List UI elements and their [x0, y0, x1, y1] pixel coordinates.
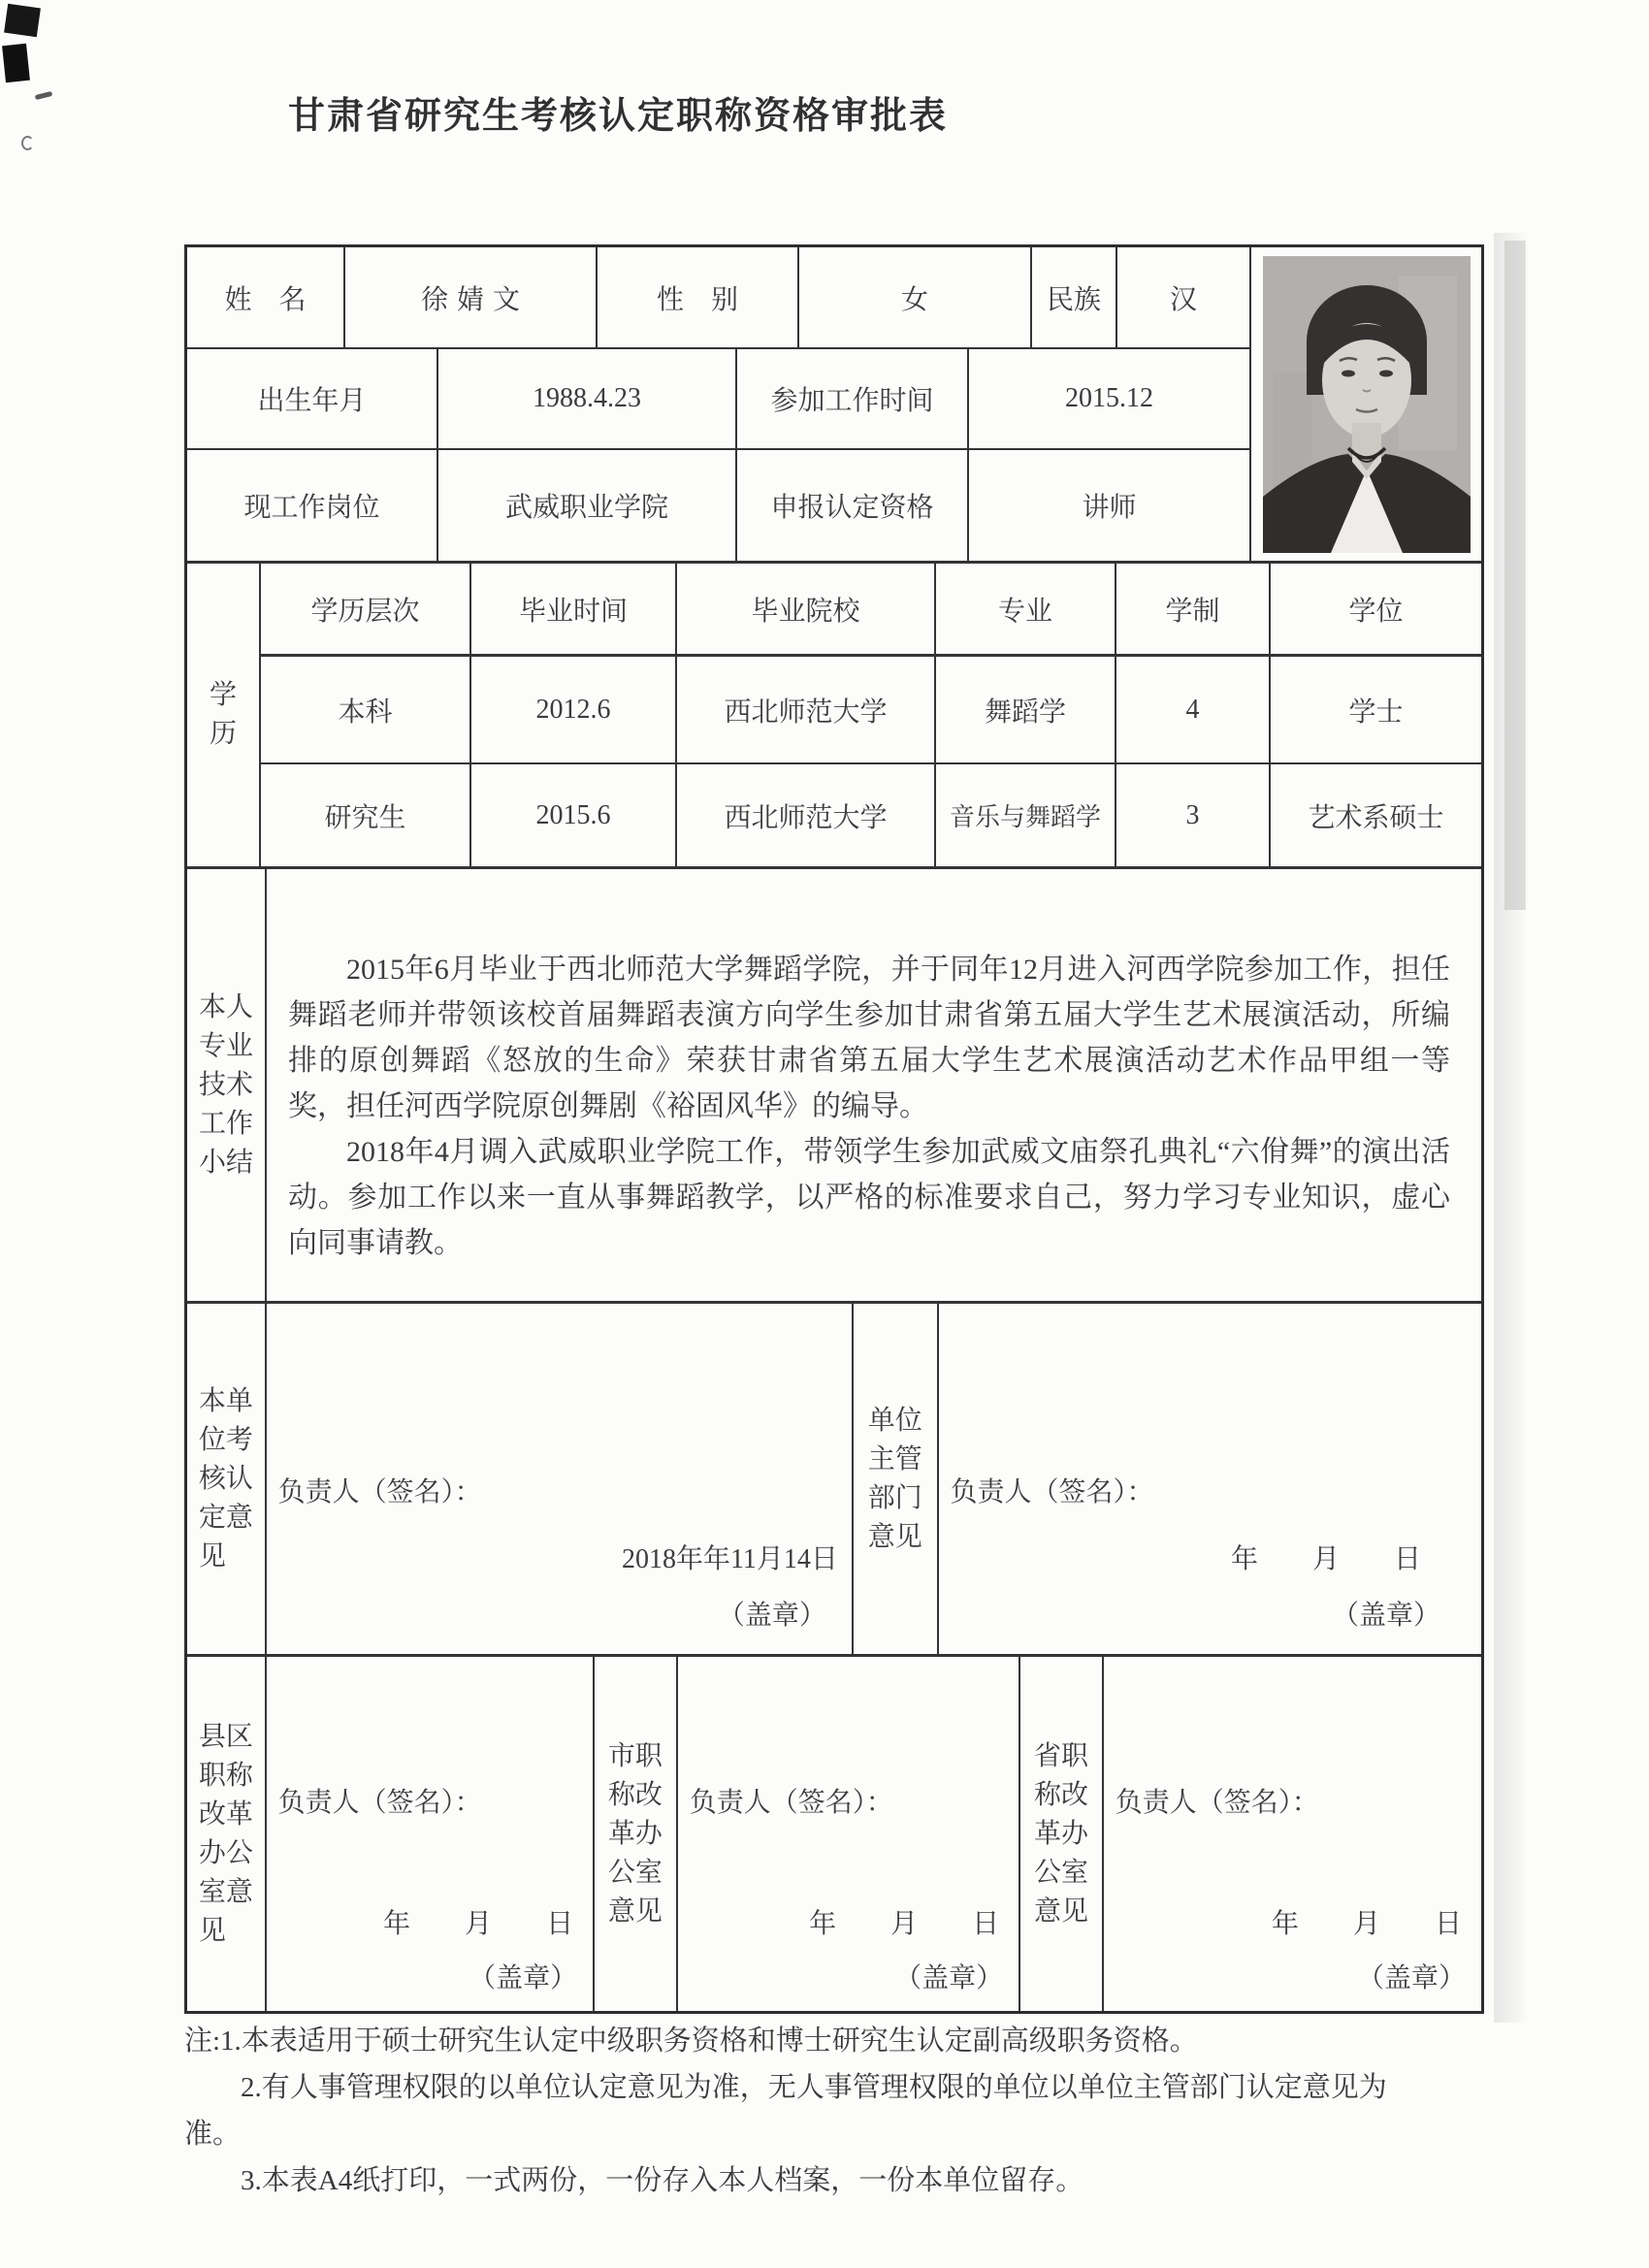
- summary-paragraph: 2015年6月毕业于西北师范大学舞蹈学院，并于同年12月进入河西学院参加工作，担任舞蹈老师并带领该校首届舞蹈表演方向学生参加甘肃省第五届大学生艺术展演活动，所编排的原创舞蹈《怒放的生命》荣获甘肃省第五届大学生艺术展演活动艺术作品甲组一等奖，担任河西学院原创舞剧《裕固风华》的编导。: [288, 954, 1450, 1122]
- opinion-date: 年 月 日: [809, 1909, 1000, 1939]
- province-office-label: 省职称改革办公室意见: [1020, 1657, 1104, 2011]
- ethnicity-value: 汉: [1169, 284, 1197, 315]
- name-value: 徐婧文: [345, 247, 598, 347]
- signer-label: 负责人（签名）：: [950, 1477, 1154, 1507]
- education-section: [187, 564, 1481, 869]
- seal-label: （盖章）: [717, 1601, 826, 1631]
- gender-label: 性 别: [598, 247, 799, 347]
- work-start-label: 参加工作时间: [737, 349, 969, 448]
- qualification-label: 申报认定资格: [737, 450, 969, 561]
- approval-form-table: [184, 244, 1484, 2014]
- column-header: 专业: [936, 564, 1116, 654]
- seal-label: （盖章）: [1331, 1601, 1440, 1631]
- applicant-photo: [1249, 247, 1481, 561]
- edu-degree: 学士: [1348, 697, 1404, 728]
- offices-section: [187, 1657, 1481, 2011]
- ethnicity-label: 民族: [1032, 247, 1117, 347]
- opinion-date: 年 月 日: [383, 1909, 574, 1939]
- note-line: 注:1.本表适用于硕士研究生认定中级职务资格和博士研究生认定副高级职务资格。: [184, 2025, 1198, 2057]
- education-section-label: 学历: [187, 564, 261, 866]
- table-row: [187, 450, 1249, 561]
- unit-opinion-label: 本单位考核认定意见: [187, 1304, 267, 1654]
- county-office-cell: [267, 1657, 595, 2011]
- signer-label: 负责人（签名）：: [277, 1477, 482, 1507]
- scan-edge-shadow: [1504, 241, 1526, 910]
- seal-label: （盖章）: [894, 1963, 1004, 1993]
- edu-years: 4: [1116, 657, 1271, 762]
- scan-artifact: [35, 91, 53, 100]
- city-office-cell: [678, 1657, 1020, 2011]
- edu-years: 3: [1116, 764, 1271, 866]
- summary-paragraph: 2018年4月调入武威职业学院工作，带领学生参加武威文庙祭孔典礼“六佾舞”的演出活动。参加工作以来一直从事舞蹈教学，以严格的标准要求自己，努力学习专业知识，虚心向同事请教。: [288, 1136, 1450, 1259]
- qualification-value: 讲师: [1082, 493, 1137, 524]
- signer-label: 负责人（签名）：: [277, 1788, 482, 1818]
- county-office-label: 县区职称改革办公室意见: [187, 1657, 267, 2011]
- work-start-value: 2015.12: [1065, 383, 1153, 414]
- form-notes: [184, 2018, 1426, 2204]
- edu-school: 西北师范大学: [677, 764, 936, 866]
- name-label: 姓 名: [187, 247, 345, 347]
- note-line: 3.本表A4纸打印，一式两份，一份存入本人档案，一份本单位留存。: [241, 2165, 1084, 2196]
- birth-label: 出生年月: [187, 349, 438, 448]
- education-header-row: [261, 564, 1481, 657]
- signer-label: 负责人（签名）：: [689, 1788, 893, 1818]
- column-header: 学历层次: [261, 564, 471, 654]
- work-summary-section-label: 本人专业技术工作小结: [187, 869, 267, 1301]
- table-row: [187, 349, 1249, 450]
- scan-artifact: [2, 44, 30, 82]
- opinion-date: 年 月 日: [1230, 1544, 1421, 1574]
- work-summary-section: [187, 869, 1481, 1304]
- opinion-date: 2018年年11月14日: [621, 1544, 838, 1574]
- edu-level: 本科: [261, 657, 471, 762]
- opinions-section: [187, 1304, 1481, 1657]
- seal-label: （盖章）: [469, 1963, 578, 1993]
- signer-label: 负责人（签名）：: [1115, 1788, 1319, 1818]
- column-header: 学位: [1348, 596, 1404, 627]
- position-label: 现工作岗位: [187, 450, 438, 561]
- edu-level: 研究生: [261, 764, 471, 866]
- seal-label: （盖章）: [1356, 1963, 1466, 1993]
- province-office-cell: [1104, 1657, 1481, 2011]
- identity-section: [187, 247, 1481, 564]
- opinion-date: 年 月 日: [1271, 1909, 1462, 1939]
- education-row-bachelor: [261, 657, 1481, 764]
- gender-value: 女: [799, 247, 1032, 347]
- edu-grad-time: 2012.6: [471, 657, 677, 762]
- birth-value: 1988.4.23: [438, 349, 737, 448]
- form-title: 甘肃省研究生考核认定职称资格审批表: [288, 96, 949, 137]
- edu-major: 舞蹈学: [936, 657, 1116, 762]
- unit-opinion-cell: [267, 1304, 854, 1654]
- scan-artifact: [4, 4, 41, 37]
- scan-artifact: [21, 136, 34, 150]
- table-row: [187, 247, 1249, 349]
- edu-school: 西北师范大学: [677, 657, 936, 762]
- position-value: 武威职业学院: [438, 450, 737, 561]
- column-header: 毕业院校: [677, 564, 936, 654]
- work-summary-text: [267, 869, 1481, 1301]
- column-header: 学制: [1116, 564, 1271, 654]
- note-line: 2.有人事管理权限的以单位认定意见为准，无人事管理权限的单位以单位主管部门认定意见为准。: [184, 2072, 1387, 2150]
- portrait-photo-image: [1263, 256, 1471, 553]
- edu-degree: 艺术系硕士: [1308, 802, 1444, 833]
- edu-major: 音乐与舞蹈学: [936, 764, 1116, 866]
- column-header: 毕业时间: [471, 564, 677, 654]
- dept-opinion-label: 单位主管部门意见: [854, 1304, 939, 1654]
- edu-grad-time: 2015.6: [471, 764, 677, 866]
- dept-opinion-cell: [939, 1304, 1481, 1654]
- education-row-graduate: [261, 764, 1481, 866]
- city-office-label: 市职称改革办公室意见: [595, 1657, 678, 2011]
